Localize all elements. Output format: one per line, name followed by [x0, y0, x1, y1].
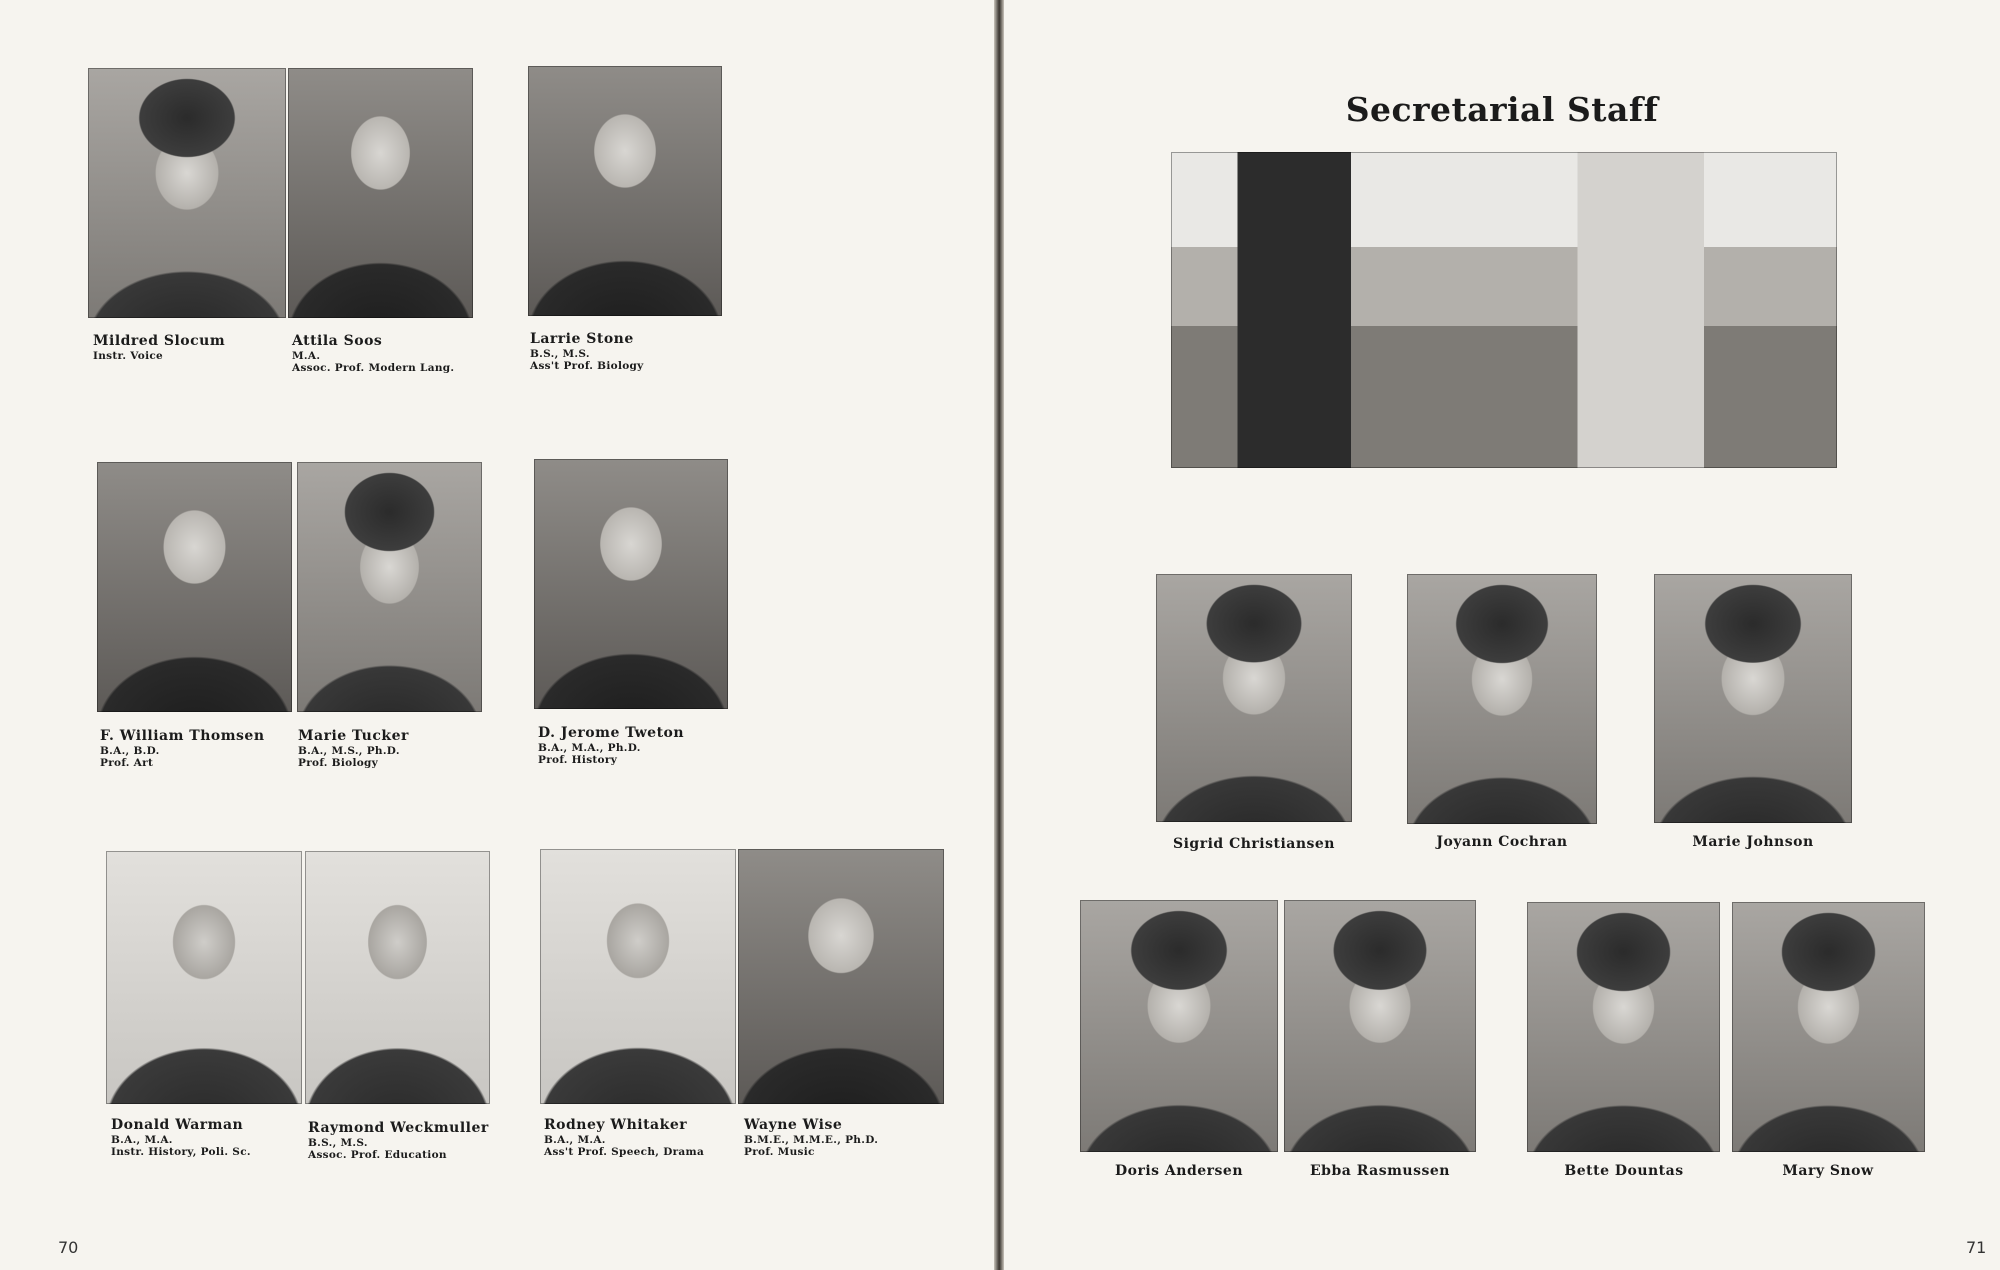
faculty-title: Instr. Voice	[93, 350, 164, 362]
faculty-title: Prof. History	[538, 754, 618, 766]
faculty-title: Instr. History, Poli. Sc.	[111, 1146, 251, 1158]
faculty-name: Raymond Weckmuller	[308, 1120, 489, 1136]
portrait-attila-soos	[288, 68, 473, 318]
staff-name: Sigrid Christiansen	[1173, 836, 1335, 852]
portrait-donald-warman	[106, 851, 302, 1104]
staff-name: Bette Dountas	[1564, 1163, 1684, 1179]
staff-name: Joyann Cochran	[1436, 834, 1568, 850]
portrait-larrie-stone	[528, 66, 722, 316]
portrait-bette-dountas	[1527, 902, 1720, 1152]
portrait-rodney-whitaker	[540, 849, 736, 1104]
portrait-wayne-wise	[738, 849, 944, 1104]
faculty-degrees: B.S., M.S.	[308, 1137, 368, 1149]
staff-name: Marie Johnson	[1692, 834, 1814, 850]
staff-name: Ebba Rasmussen	[1310, 1163, 1450, 1179]
left-page	[0, 0, 994, 1270]
faculty-title: Assoc. Prof. Modern Lang.	[292, 362, 455, 374]
right-page	[1004, 0, 2000, 1270]
faculty-name: D. Jerome Tweton	[538, 725, 685, 741]
faculty-degrees: B.A., B.D.	[100, 745, 160, 757]
faculty-degrees: B.S., M.S.	[530, 348, 590, 360]
faculty-name: Rodney Whitaker	[544, 1117, 688, 1133]
portrait-marie-tucker	[297, 462, 482, 712]
portrait-mildred-slocum	[88, 68, 286, 318]
faculty-degrees: M.A.	[292, 350, 321, 362]
faculty-title: Prof. Biology	[298, 757, 379, 769]
portrait-joyann-cochran	[1407, 574, 1597, 824]
staff-name: Mary Snow	[1782, 1163, 1874, 1179]
faculty-degrees: B.A., M.S., Ph.D.	[298, 745, 400, 757]
faculty-name: F. William Thomsen	[100, 728, 265, 744]
portrait-raymond-weckmuller	[305, 851, 490, 1104]
staff-name: Doris Andersen	[1114, 1163, 1243, 1179]
portrait-doris-andersen	[1080, 900, 1278, 1152]
faculty-name: Larrie Stone	[530, 331, 634, 347]
faculty-name: Marie Tucker	[298, 728, 409, 744]
faculty-name: Wayne Wise	[744, 1117, 843, 1133]
office-group-photo	[1171, 152, 1837, 468]
portrait-marie-johnson	[1654, 574, 1852, 823]
faculty-degrees: B.A., M.A.	[544, 1134, 606, 1146]
portrait-mary-snow	[1732, 902, 1925, 1152]
portrait-d-jerome-tweton	[534, 459, 728, 709]
section-title: Secretarial Staff	[1345, 90, 1659, 129]
portrait-ebba-rasmussen	[1284, 900, 1476, 1152]
faculty-degrees: B.A., M.A.	[111, 1134, 173, 1146]
faculty-title: Prof. Art	[100, 757, 154, 769]
faculty-title: Assoc. Prof. Education	[308, 1149, 447, 1161]
page-number: 70	[58, 1238, 79, 1257]
faculty-degrees: B.A., M.A., Ph.D.	[538, 742, 641, 754]
faculty-name: Donald Warman	[111, 1117, 244, 1133]
faculty-degrees: B.M.E., M.M.E., Ph.D.	[744, 1134, 879, 1146]
page-number: 71	[1966, 1238, 1987, 1257]
faculty-name: Mildred Slocum	[93, 333, 226, 349]
portrait-f-william-thomsen	[97, 462, 292, 712]
faculty-title: Ass't Prof. Biology	[530, 360, 644, 372]
faculty-name: Attila Soos	[292, 333, 383, 349]
faculty-title: Ass't Prof. Speech, Drama	[544, 1146, 705, 1158]
faculty-title: Prof. Music	[744, 1146, 815, 1158]
book-gutter	[994, 0, 1004, 1270]
portrait-sigrid-christiansen	[1156, 574, 1352, 822]
